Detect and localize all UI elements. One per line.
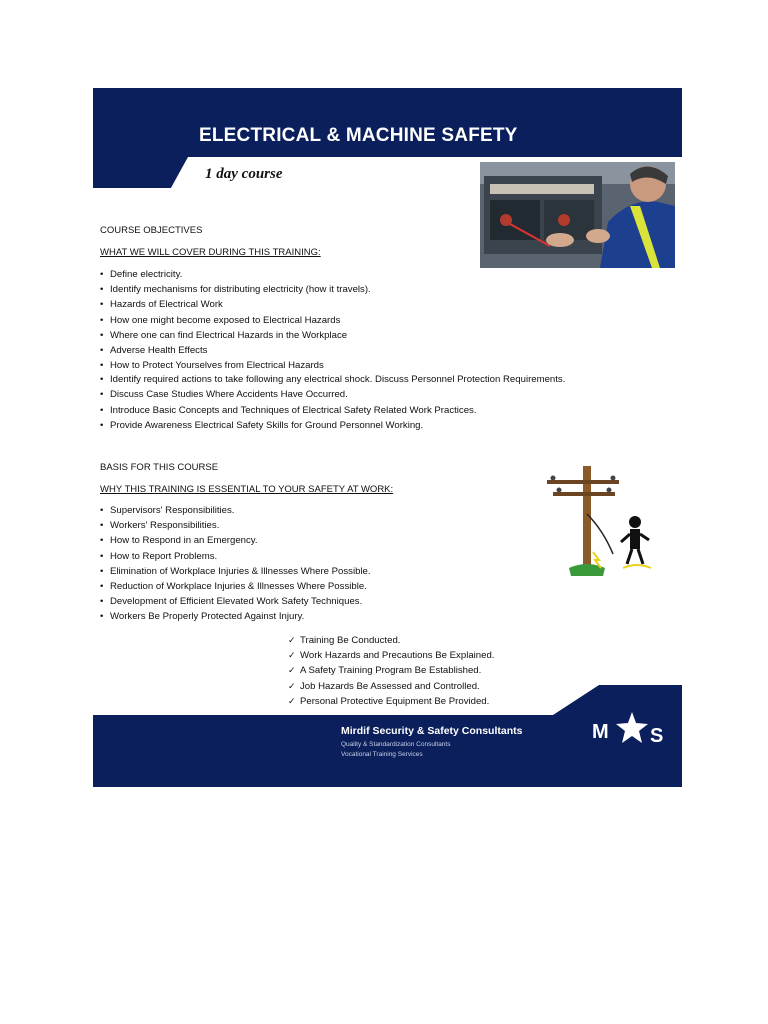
list-item: • Hazards of Electrical Work — [100, 297, 640, 312]
company-name: Mirdif Security & Safety Consultants — [341, 725, 523, 737]
svg-text:M: M — [592, 721, 609, 743]
list-item: • Introduce Basic Concepts and Techniques of Electrical Safety Related Work Practices. — [100, 403, 640, 418]
objectives-heading: COURSE OBJECTIVES — [100, 225, 203, 236]
objectives-subheading: WHAT WE WILL COVER DURING THIS TRAINING: — [100, 247, 321, 258]
list-item: • Identify mechanisms for distributing electricity (how it travels). — [100, 282, 640, 297]
list-item: • Elimination of Workplace Injuries & Illnesses Where Possible. — [100, 564, 371, 579]
requirements-checklist — [288, 633, 494, 709]
mss-logo — [590, 710, 674, 746]
company-tagline: Vocational Training Services — [341, 751, 423, 758]
list-item: • Identify required actions to take following any electrical shock. Discuss Personnel Protection Requirements. — [100, 373, 640, 387]
list-item: ✓ Training Be Conducted. — [288, 633, 494, 648]
utility-pole-hazard-illustration — [543, 464, 655, 586]
header-tab — [93, 157, 188, 188]
list-item: ✓ Work Hazards and Precautions Be Explained. — [288, 648, 494, 663]
list-item: ✓ A Safety Training Program Be Established. — [288, 663, 494, 678]
basis-heading: BASIS FOR THIS COURSE — [100, 462, 219, 473]
list-item: • Development of Efficient Elevated Work Safety Techniques. — [100, 594, 371, 609]
list-item: • Reduction of Workplace Injuries & Illnesses Where Possible. — [100, 579, 371, 594]
course-title: ELECTRICAL & MACHINE SAFETY — [199, 125, 518, 146]
list-item: • Adverse Health Effects — [100, 343, 640, 358]
list-item: • Where one can find Electrical Hazards in the Workplace — [100, 328, 640, 343]
list-item: • How to Protect Yourselves from Electrical Hazards — [100, 358, 640, 373]
list-item: ✓ Personal Protective Equipment Be Provided. — [288, 694, 494, 709]
basis-list — [100, 503, 371, 625]
list-item: • How to Respond in an Emergency. — [100, 533, 371, 548]
list-item: • Supervisors' Responsibilities. — [100, 503, 371, 518]
list-item: • How to Report Problems. — [100, 549, 371, 564]
svg-text:S: S — [650, 725, 664, 746]
objectives-list — [100, 267, 640, 433]
list-item: ✓ Job Hazards Be Assessed and Controlled. — [288, 679, 494, 694]
list-item: • Provide Awareness Electrical Safety Skills for Ground Personnel Working. — [100, 418, 640, 433]
electrician-photo — [480, 162, 675, 268]
list-item: • Workers Be Properly Protected Against Injury. — [100, 609, 371, 624]
list-item: • How one might become exposed to Electrical Hazards — [100, 313, 640, 328]
flyer-page — [93, 88, 682, 787]
basis-subheading: WHY THIS TRAINING IS ESSENTIAL TO YOUR SAFETY AT WORK: — [100, 484, 394, 495]
company-tagline: Quality & Standardization Consultants — [341, 741, 451, 748]
list-item: • Workers' Responsibilities. — [100, 518, 371, 533]
course-duration: 1 day course — [205, 166, 283, 182]
list-item: • Define electricity. — [100, 267, 640, 282]
list-item: • Discuss Case Studies Where Accidents Have Occurred. — [100, 387, 640, 402]
